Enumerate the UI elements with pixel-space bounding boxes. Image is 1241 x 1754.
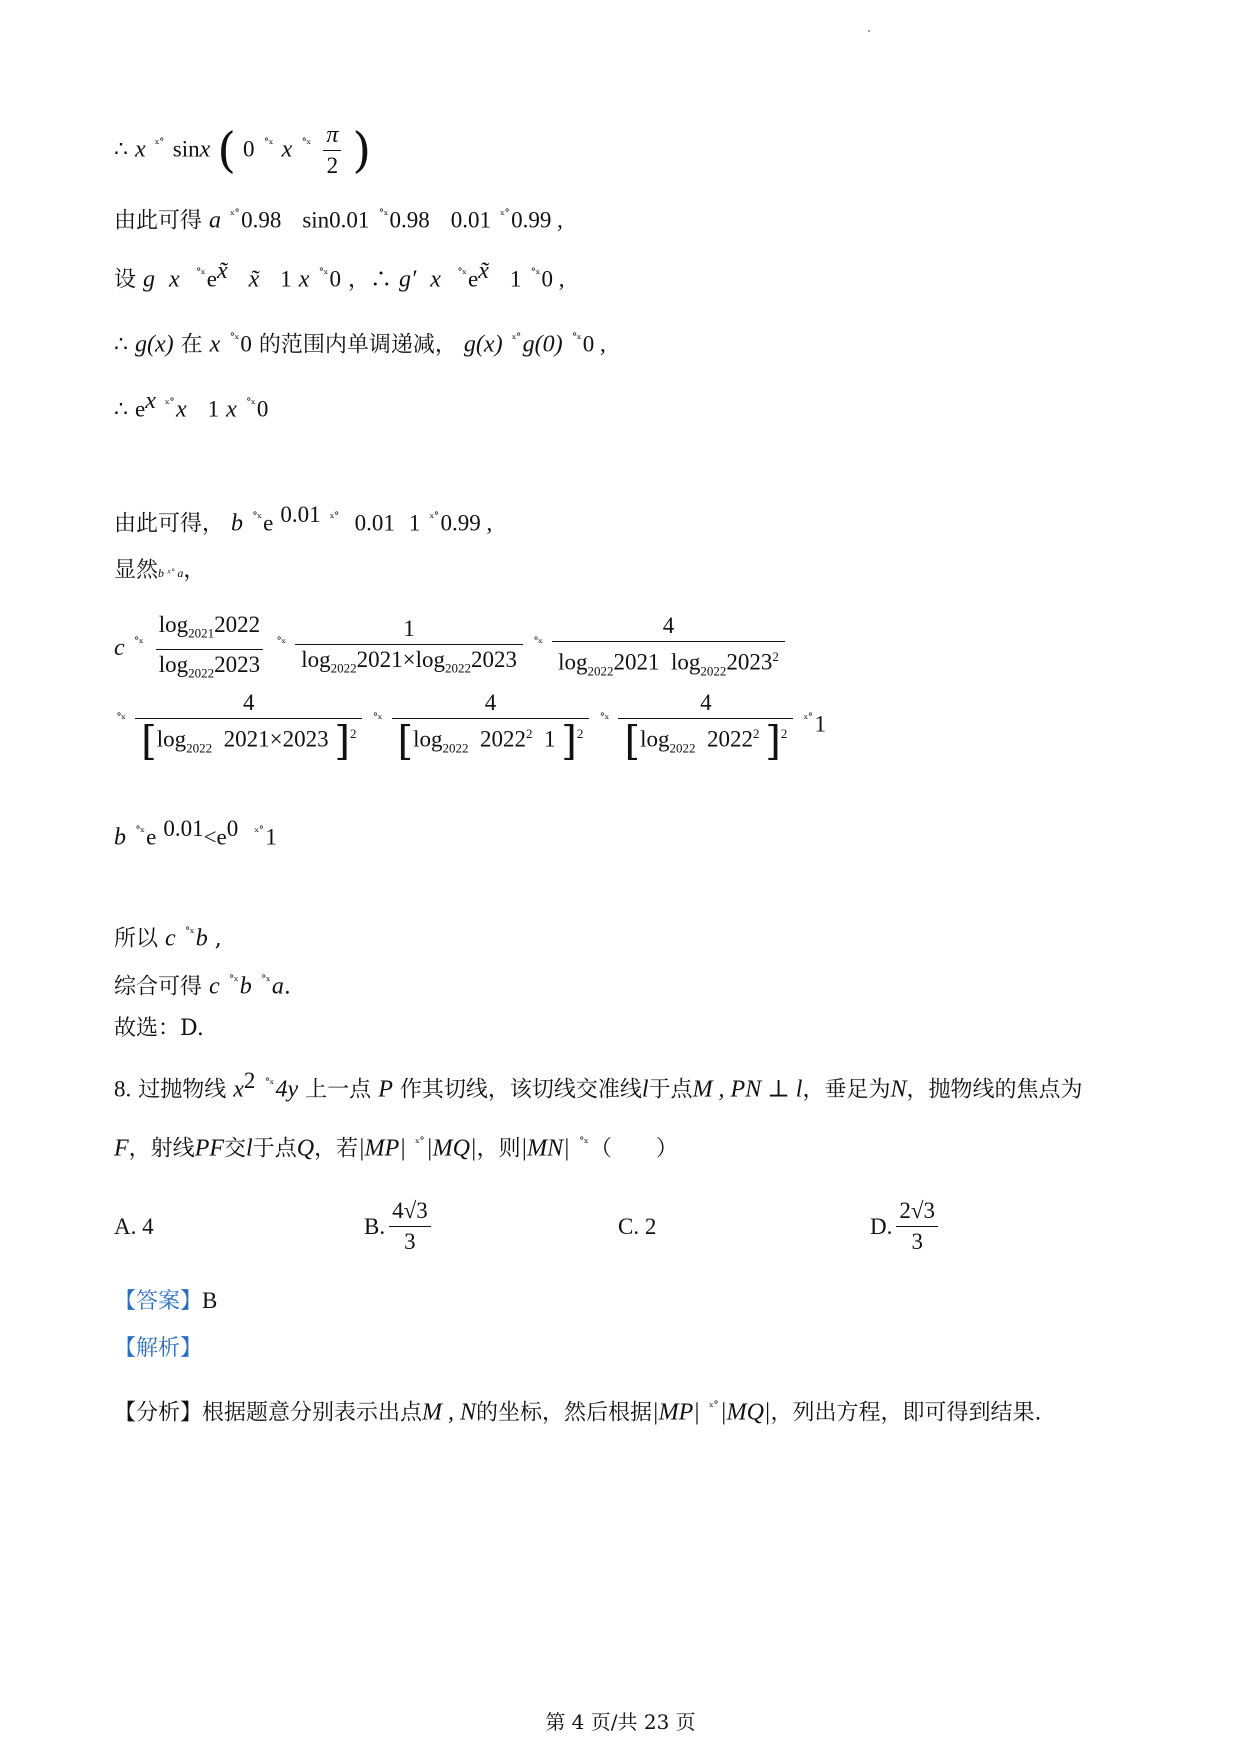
e: e xyxy=(468,266,479,292)
fenxi-tag: 【分析】 xyxy=(114,1400,203,1426)
arg: 2021×2023 xyxy=(223,726,329,752)
denominator: 3 xyxy=(404,1229,416,1254)
garbled-operator: ˚ˣ xyxy=(318,267,328,281)
ray-pf: PF xyxy=(194,1135,225,1162)
value: 0.99 , xyxy=(440,510,493,536)
garbled-operator: ˣ˚ xyxy=(429,511,439,525)
one: 1 xyxy=(544,726,556,752)
exponent: 2 xyxy=(243,1068,256,1093)
answer-tag: 【答案】 xyxy=(114,1289,203,1314)
var-a: a xyxy=(271,973,284,1000)
garbled-operator: ˚ˣ xyxy=(571,332,581,346)
one: 1 xyxy=(265,824,277,850)
log: log xyxy=(158,651,189,677)
base: 2022 xyxy=(445,660,471,676)
left-paren: ( xyxy=(217,122,236,179)
var-b: b xyxy=(231,510,244,537)
line-l: l xyxy=(246,1135,253,1162)
fenxi-line xyxy=(114,1392,1042,1428)
garbled-operator: ˚ˣ xyxy=(533,635,543,650)
arg: 2021 xyxy=(613,650,660,676)
var-g: g xyxy=(143,266,156,293)
var-x: x xyxy=(226,396,237,423)
abs-mp: |MP| xyxy=(652,1399,700,1426)
numerator: 1 xyxy=(295,614,523,645)
line-1 xyxy=(114,120,371,181)
option-c xyxy=(618,1214,656,1240)
numerator: 4 xyxy=(552,611,785,642)
question-8-line-1 xyxy=(114,1066,1083,1105)
zero: 0 xyxy=(240,331,252,357)
arg: 2023 xyxy=(214,651,261,677)
base: 2022 xyxy=(186,740,213,756)
abs-mq: |MQ| xyxy=(426,1135,477,1162)
base: 2022 xyxy=(442,740,469,756)
page-footer: 第 4 页/共 23 页 xyxy=(545,1710,696,1734)
line-11 xyxy=(114,918,222,954)
option-d-label: D. xyxy=(870,1213,893,1239)
value: 0.01 xyxy=(354,510,395,536)
abs-mn: |MN| xyxy=(520,1135,570,1162)
exponent: 2 xyxy=(780,726,788,741)
line-9 xyxy=(114,688,826,763)
zero: 0 xyxy=(242,136,255,162)
var-c: c xyxy=(165,925,176,952)
option-b xyxy=(364,1196,435,1257)
answer-line xyxy=(114,1286,217,1317)
garbled-operator: ˣ˚ xyxy=(154,137,164,152)
option-c-text: C. 2 xyxy=(618,1214,657,1239)
line-3 xyxy=(114,256,564,295)
abs-mp: |MP| xyxy=(358,1135,406,1162)
exponent: x̃ xyxy=(478,258,489,284)
var-x: x xyxy=(430,266,441,293)
garbled-operator: ˣ˚ xyxy=(230,208,240,222)
one: 1 xyxy=(207,396,220,422)
fraction-5: $\frac{4}{[\log_{2022} 2022^2 1 ]^2}$ xyxy=(395,688,587,763)
value: 1 xyxy=(408,510,421,536)
numerator: 2√3 xyxy=(896,1196,938,1227)
pi: π xyxy=(323,120,341,151)
var-x: x xyxy=(135,136,146,163)
text: 作其切线，该切线交准线 xyxy=(399,1077,642,1103)
var-c: c xyxy=(209,973,220,1000)
one: 1 xyxy=(814,711,826,737)
numerator: 4√3 xyxy=(389,1196,431,1227)
garbled-operator: ˚ˣ xyxy=(578,1136,588,1150)
garbled-operator: ˚ˣ xyxy=(135,825,145,839)
text: 根据题意分别表示出点 xyxy=(202,1400,423,1426)
text: 由此可得 xyxy=(114,208,203,234)
therefore-symbol: ∴ xyxy=(114,397,128,423)
option-d xyxy=(870,1196,942,1257)
exponent: 2 xyxy=(349,726,357,741)
garbled-operator: ˚ˣ xyxy=(116,712,126,727)
text: 于点 xyxy=(252,1136,297,1162)
var-x: x xyxy=(298,266,310,293)
log: log xyxy=(413,726,443,752)
text: 显然 xyxy=(114,558,159,583)
g-of-x: g(x) xyxy=(135,331,174,358)
garbled-operator: ˚ˣ xyxy=(301,137,311,152)
base: 2022 xyxy=(330,660,357,676)
text: 上一点 xyxy=(305,1077,372,1103)
garbled-operator: ˚ˣ xyxy=(245,397,255,411)
var-x: x̃ xyxy=(248,266,260,293)
text: 综合可得 xyxy=(114,974,203,1000)
text: 在 xyxy=(180,332,203,358)
pi-over-2 xyxy=(323,120,341,181)
garbled-operator: ˣ˚ xyxy=(329,511,339,525)
question-8-line-2 xyxy=(114,1128,678,1164)
garbled-operator: ˣ˚ xyxy=(803,712,813,727)
garbled-operator: ˚ˣ xyxy=(530,267,540,281)
garbled-operator: ˣ˚ xyxy=(708,1400,718,1414)
points-mn: M , N xyxy=(422,1399,477,1426)
garbled-operator: ˚ˣ xyxy=(252,511,262,525)
e: e xyxy=(146,824,157,850)
text: ，抛物线的焦点为 xyxy=(906,1077,1083,1103)
garbled-operator: ˚ˣ xyxy=(372,712,382,727)
e: e xyxy=(263,510,274,536)
e: e xyxy=(206,266,217,292)
garbled-operator: ˚ˣ xyxy=(264,1077,274,1091)
relation: b ˣ˚ a xyxy=(158,566,184,580)
option-b-fraction xyxy=(389,1196,431,1257)
option-d-fraction xyxy=(896,1196,938,1257)
text: 交 xyxy=(224,1136,247,1162)
zero: 0 xyxy=(329,266,342,292)
base: 2021 xyxy=(188,625,215,641)
arg: 2022 xyxy=(214,612,261,637)
e: e xyxy=(135,396,146,422)
exponent: x xyxy=(145,388,156,414)
question-number: 8. xyxy=(114,1076,132,1102)
log: log xyxy=(158,612,189,637)
garbled-operator: ˚ˣ xyxy=(456,267,467,281)
right-paren: ) xyxy=(352,122,372,179)
var-x: x xyxy=(281,136,293,163)
exponent: 0.01 xyxy=(163,816,204,841)
therefore-symbol: ∴ xyxy=(114,137,128,163)
two: 2 xyxy=(326,153,339,178)
point-f: F xyxy=(114,1135,129,1162)
arg: 2023 xyxy=(471,647,517,673)
garbled-operator: ˚ˣ xyxy=(599,712,609,727)
garbled-operator: ˣ˚ xyxy=(500,208,510,222)
base: 2022 xyxy=(188,665,215,681)
exponent: 0 xyxy=(226,816,239,841)
garbled-operator: ˚ˣ xyxy=(133,635,143,650)
arg: 2022 xyxy=(480,726,527,752)
base: 2022 xyxy=(700,663,727,679)
log: log xyxy=(640,726,670,752)
numerator: 4 xyxy=(618,688,793,719)
text: 由此可得， xyxy=(114,511,225,537)
line-7 xyxy=(114,556,205,588)
point-q: Q xyxy=(296,1135,315,1162)
value: 0.01 xyxy=(450,207,492,233)
answer-blank: （ ） xyxy=(589,1136,678,1162)
var-x: x xyxy=(199,136,211,163)
numerator: 4 xyxy=(392,688,590,719)
term: 4y xyxy=(275,1076,299,1103)
exponent: 2 xyxy=(772,649,779,665)
comma: ， xyxy=(183,558,206,583)
fraction-6: $\frac{4}{[\log_{2022} 2022^2 ]^2}$ xyxy=(621,688,790,763)
one: 1 xyxy=(280,266,292,292)
value: 0.99 , xyxy=(511,207,563,233)
line-4 xyxy=(114,324,606,360)
garbled-operator: ˣ˚ xyxy=(414,1136,425,1150)
var-b: b xyxy=(114,824,126,851)
exponent: 0.01 xyxy=(280,502,321,527)
text: ，垂足为 xyxy=(802,1077,891,1103)
garbled-operator: ˚ˣ xyxy=(276,635,286,650)
g-of-x: g(x) xyxy=(463,331,503,358)
value: sin0.01 xyxy=(302,207,370,233)
line-10 xyxy=(114,814,277,853)
line-8 xyxy=(114,610,786,688)
zero: 0 , xyxy=(541,266,565,292)
page-speck xyxy=(868,30,870,32)
arg: 2023 xyxy=(726,650,773,676)
var-a: a xyxy=(209,207,222,234)
exponent: 2 xyxy=(752,726,760,741)
text: ，若 xyxy=(314,1136,359,1162)
fraction-1 xyxy=(156,610,263,688)
arg: 2021×log xyxy=(356,647,445,673)
base: 2022 xyxy=(587,663,614,679)
exponent: 2 xyxy=(576,726,584,741)
numerator: 4 xyxy=(135,688,362,719)
var-x: x xyxy=(169,266,180,293)
text: ，列出方程，即可得到结果. xyxy=(770,1400,1042,1426)
line-2 xyxy=(114,200,563,236)
term: M , PN ⊥ l xyxy=(692,1076,803,1103)
line-12 xyxy=(114,966,291,1002)
period: . xyxy=(283,974,291,1000)
garbled-operator: ˚ˣ xyxy=(260,974,270,988)
line-5 xyxy=(114,386,268,425)
zero: 0 xyxy=(256,396,269,422)
text: 过抛物线 xyxy=(138,1077,227,1103)
text: ，射线 xyxy=(128,1136,195,1162)
text: ，则 xyxy=(476,1136,521,1162)
log: log xyxy=(558,650,588,676)
var-x: x xyxy=(175,396,187,423)
text: 于点 xyxy=(648,1077,693,1103)
garbled-operator: ˣ˚ xyxy=(254,825,264,839)
analysis-line xyxy=(114,1334,202,1364)
base: 2022 xyxy=(669,740,696,756)
var-gprime: g′ xyxy=(399,266,417,293)
conclusion: 故选：D. xyxy=(114,1016,204,1041)
denominator: 3 xyxy=(911,1229,923,1254)
var-b: b xyxy=(239,973,252,1000)
less-than-e: <e xyxy=(203,824,227,850)
value: 0.98 xyxy=(241,207,282,233)
fraction-2 xyxy=(298,614,520,684)
therefore-symbol: ∴ xyxy=(114,332,128,358)
garbled-operator: ˚ˣ xyxy=(184,926,194,940)
garbled-operator: ˚ˣ xyxy=(378,208,388,222)
arg: 2022 xyxy=(706,726,753,752)
point-n: N xyxy=(890,1076,907,1103)
point-p: P xyxy=(378,1076,393,1103)
garbled-operator: ˣ˚ xyxy=(511,332,521,346)
text: 所以 xyxy=(114,926,159,952)
var-b: b xyxy=(195,925,208,952)
separator: ，∴ xyxy=(348,267,393,293)
line-13 xyxy=(114,1014,204,1044)
log: log xyxy=(301,647,331,673)
comma: , xyxy=(207,926,222,952)
log: log xyxy=(670,650,701,676)
one: 1 xyxy=(509,266,522,292)
var-x: x xyxy=(233,1076,244,1103)
exponent: 2 xyxy=(526,726,533,741)
garbled-operator: ˚ˣ xyxy=(195,267,205,281)
exponent: x̃ xyxy=(216,258,228,284)
option-b-label: B. xyxy=(364,1213,386,1239)
answer-value: B xyxy=(202,1288,218,1313)
value: 0.98 xyxy=(389,207,430,233)
log: log xyxy=(156,726,187,752)
fraction-3 xyxy=(555,611,782,686)
garbled-operator: ˚ˣ xyxy=(263,137,273,152)
garbled-operator: ˣ˚ xyxy=(164,397,174,411)
var-c: c xyxy=(114,635,125,662)
text: 的范围内单调递减， xyxy=(258,332,457,358)
line-l: l xyxy=(641,1076,649,1103)
g-of-0: g(0) xyxy=(522,331,563,358)
analysis-tag: 【解析】 xyxy=(114,1336,203,1361)
text: 设 xyxy=(114,267,137,293)
garbled-operator: ˚ˣ xyxy=(229,332,239,346)
option-a xyxy=(114,1214,154,1240)
garbled-operator: ˚ˣ xyxy=(228,974,238,988)
text: 的坐标，然后根据 xyxy=(476,1400,653,1426)
abs-mq: |MQ| xyxy=(720,1399,771,1426)
option-a-text: A. 4 xyxy=(114,1214,154,1239)
var-x: x xyxy=(209,331,221,358)
zero: 0 , xyxy=(582,331,606,357)
fraction-4: $\frac{4}{[\log_{2022} 2021\times 2023 ]^2}$ xyxy=(138,688,359,763)
line-6 xyxy=(114,500,492,539)
sin-text: sin xyxy=(172,136,200,162)
